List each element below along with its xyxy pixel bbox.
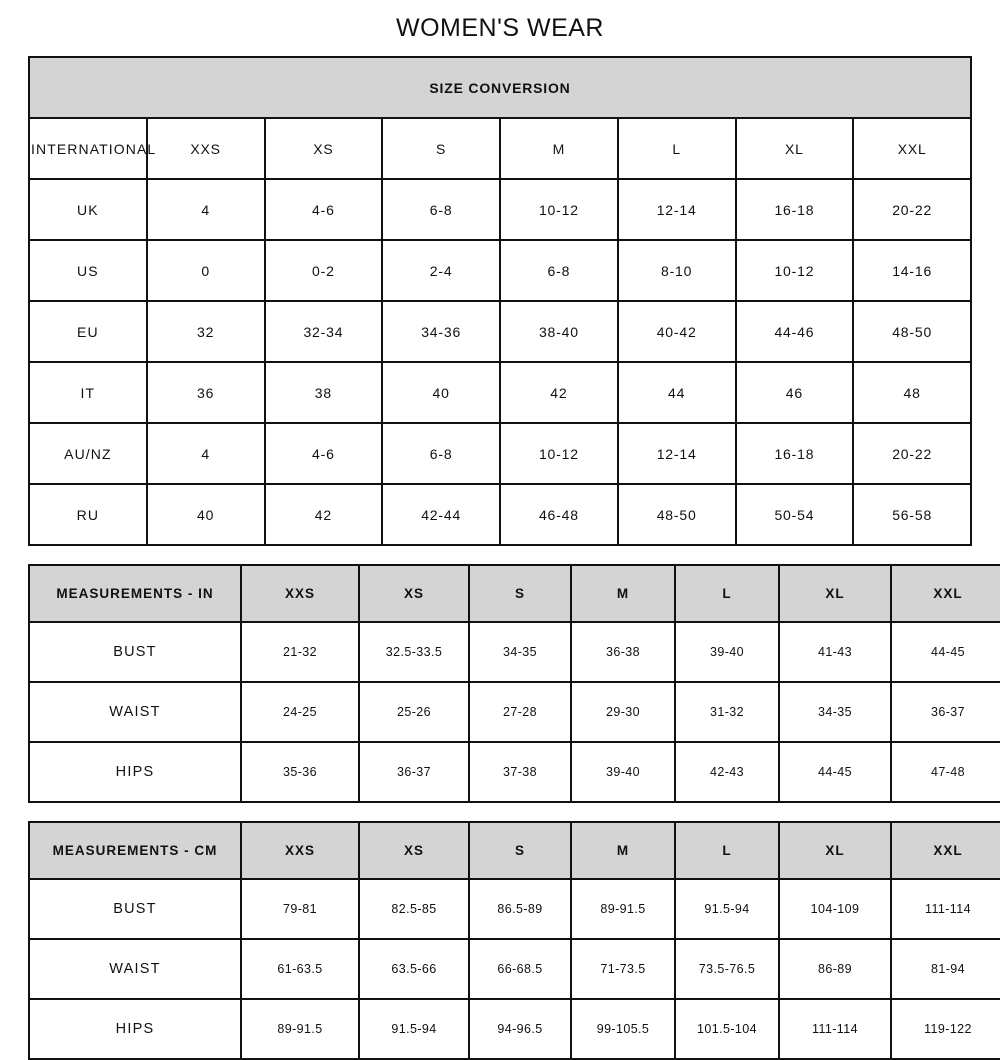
row-label-uk: UK — [29, 179, 147, 240]
cell: 50-54 — [736, 484, 854, 545]
table-gap — [28, 803, 972, 821]
row-label-hips: HIPS — [29, 999, 241, 1059]
cell: 63.5-66 — [359, 939, 469, 999]
cell: 119-122 — [891, 999, 1000, 1059]
row-label-it: IT — [29, 362, 147, 423]
cell: 42 — [500, 362, 618, 423]
cell: 37-38 — [469, 742, 571, 802]
cell: 86-89 — [779, 939, 891, 999]
column-header-measurements-cm: MEASUREMENTS - CM — [29, 822, 241, 879]
cell: 42 — [265, 484, 383, 545]
cell: 6-8 — [382, 179, 500, 240]
cell: 6-8 — [382, 423, 500, 484]
cell: 81-94 — [891, 939, 1000, 999]
cell: 111-114 — [779, 999, 891, 1059]
cell: 32.5-33.5 — [359, 622, 469, 682]
table-row — [29, 742, 1000, 802]
cell: 91.5-94 — [675, 879, 779, 939]
cell: 36-37 — [359, 742, 469, 802]
table-row — [29, 179, 971, 240]
cell: 104-109 — [779, 879, 891, 939]
cell: 48-50 — [853, 301, 971, 362]
column-header-xxs: XXS — [147, 118, 265, 179]
cell: 56-58 — [853, 484, 971, 545]
row-label-hips: HIPS — [29, 742, 241, 802]
cell: 21-32 — [241, 622, 359, 682]
column-header-xxl: XXL — [891, 565, 1000, 622]
column-header-m: M — [571, 822, 675, 879]
column-header-l: L — [618, 118, 736, 179]
column-header-xxs: XXS — [241, 565, 359, 622]
cell: 82.5-85 — [359, 879, 469, 939]
table-header-row — [29, 822, 1000, 879]
cell: 4-6 — [265, 179, 383, 240]
table-row — [29, 622, 1000, 682]
row-label-bust: BUST — [29, 879, 241, 939]
column-header-m: M — [571, 565, 675, 622]
table-row — [29, 939, 1000, 999]
cell: 10-12 — [500, 179, 618, 240]
column-header-s: S — [469, 822, 571, 879]
table-header-row — [29, 565, 1000, 622]
cell: 12-14 — [618, 423, 736, 484]
cell: 66-68.5 — [469, 939, 571, 999]
column-header-l: L — [675, 565, 779, 622]
column-header-s: S — [469, 565, 571, 622]
row-label-eu: EU — [29, 301, 147, 362]
cell: 111-114 — [891, 879, 1000, 939]
cell: 47-48 — [891, 742, 1000, 802]
cell: 25-26 — [359, 682, 469, 742]
cell: 12-14 — [618, 179, 736, 240]
column-header-xxl: XXL — [853, 118, 971, 179]
column-header-xl: XL — [736, 118, 854, 179]
cell: 61-63.5 — [241, 939, 359, 999]
cell: 32-34 — [265, 301, 383, 362]
cell: 16-18 — [736, 423, 854, 484]
cell: 42-43 — [675, 742, 779, 802]
cell: 42-44 — [382, 484, 500, 545]
cell: 20-22 — [853, 179, 971, 240]
column-header-l: L — [675, 822, 779, 879]
size-conversion-banner: SIZE CONVERSION — [29, 57, 971, 118]
cell: 4 — [147, 179, 265, 240]
cell: 73.5-76.5 — [675, 939, 779, 999]
cell: 40-42 — [618, 301, 736, 362]
cell: 16-18 — [736, 179, 854, 240]
cell: 0 — [147, 240, 265, 301]
row-label-waist: WAIST — [29, 682, 241, 742]
table-row — [29, 240, 971, 301]
row-label-bust: BUST — [29, 622, 241, 682]
cell: 46 — [736, 362, 854, 423]
cell: 48 — [853, 362, 971, 423]
cell: 31-32 — [675, 682, 779, 742]
cell: 48-50 — [618, 484, 736, 545]
cell: 4-6 — [265, 423, 383, 484]
cell: 89-91.5 — [571, 879, 675, 939]
cell: 39-40 — [571, 742, 675, 802]
column-header-xxl: XXL — [891, 822, 1000, 879]
table-header-row — [29, 118, 971, 179]
cell: 38 — [265, 362, 383, 423]
cell: 27-28 — [469, 682, 571, 742]
cell: 99-105.5 — [571, 999, 675, 1059]
cell: 8-10 — [618, 240, 736, 301]
table-row — [29, 879, 1000, 939]
cell: 24-25 — [241, 682, 359, 742]
cell: 34-35 — [779, 682, 891, 742]
table-row — [29, 999, 1000, 1059]
column-header-international: INTERNATIONAL — [29, 118, 147, 179]
cell: 46-48 — [500, 484, 618, 545]
cell: 0-2 — [265, 240, 383, 301]
cell: 86.5-89 — [469, 879, 571, 939]
cell: 10-12 — [736, 240, 854, 301]
cell: 10-12 — [500, 423, 618, 484]
cell: 34-36 — [382, 301, 500, 362]
column-header-xl: XL — [779, 822, 891, 879]
cell: 39-40 — [675, 622, 779, 682]
cell: 32 — [147, 301, 265, 362]
cell: 44-45 — [891, 622, 1000, 682]
row-label-us: US — [29, 240, 147, 301]
cell: 94-96.5 — [469, 999, 571, 1059]
table-row — [29, 362, 971, 423]
page-title: WOMEN'S WEAR — [396, 14, 604, 42]
cell: 101.5-104 — [675, 999, 779, 1059]
table-gap — [28, 546, 972, 564]
row-label-aunz: AU/NZ — [29, 423, 147, 484]
cell: 2-4 — [382, 240, 500, 301]
cell: 79-81 — [241, 879, 359, 939]
table-row — [29, 484, 971, 545]
row-label-ru: RU — [29, 484, 147, 545]
table-banner-row — [29, 57, 971, 118]
cell: 35-36 — [241, 742, 359, 802]
column-header-s: S — [382, 118, 500, 179]
table-row — [29, 301, 971, 362]
cell: 40 — [382, 362, 500, 423]
cell: 44-46 — [736, 301, 854, 362]
column-header-xs: XS — [265, 118, 383, 179]
column-header-measurements-in: MEASUREMENTS - IN — [29, 565, 241, 622]
column-header-xs: XS — [359, 822, 469, 879]
column-header-m: M — [500, 118, 618, 179]
cell: 44 — [618, 362, 736, 423]
measurements-inches-table — [28, 564, 1000, 803]
cell: 36 — [147, 362, 265, 423]
cell: 36-37 — [891, 682, 1000, 742]
cell: 36-38 — [571, 622, 675, 682]
cell: 40 — [147, 484, 265, 545]
cell: 38-40 — [500, 301, 618, 362]
column-header-xs: XS — [359, 565, 469, 622]
column-header-xxs: XXS — [241, 822, 359, 879]
cell: 71-73.5 — [571, 939, 675, 999]
cell: 34-35 — [469, 622, 571, 682]
cell: 89-91.5 — [241, 999, 359, 1059]
column-header-xl: XL — [779, 565, 891, 622]
cell: 4 — [147, 423, 265, 484]
cell: 14-16 — [853, 240, 971, 301]
measurements-cm-table — [28, 821, 1000, 1060]
cell: 6-8 — [500, 240, 618, 301]
cell: 44-45 — [779, 742, 891, 802]
table-row — [29, 682, 1000, 742]
cell: 29-30 — [571, 682, 675, 742]
cell: 91.5-94 — [359, 999, 469, 1059]
row-label-waist: WAIST — [29, 939, 241, 999]
table-row — [29, 423, 971, 484]
cell: 20-22 — [853, 423, 971, 484]
size-conversion-table — [28, 56, 972, 546]
cell: 41-43 — [779, 622, 891, 682]
